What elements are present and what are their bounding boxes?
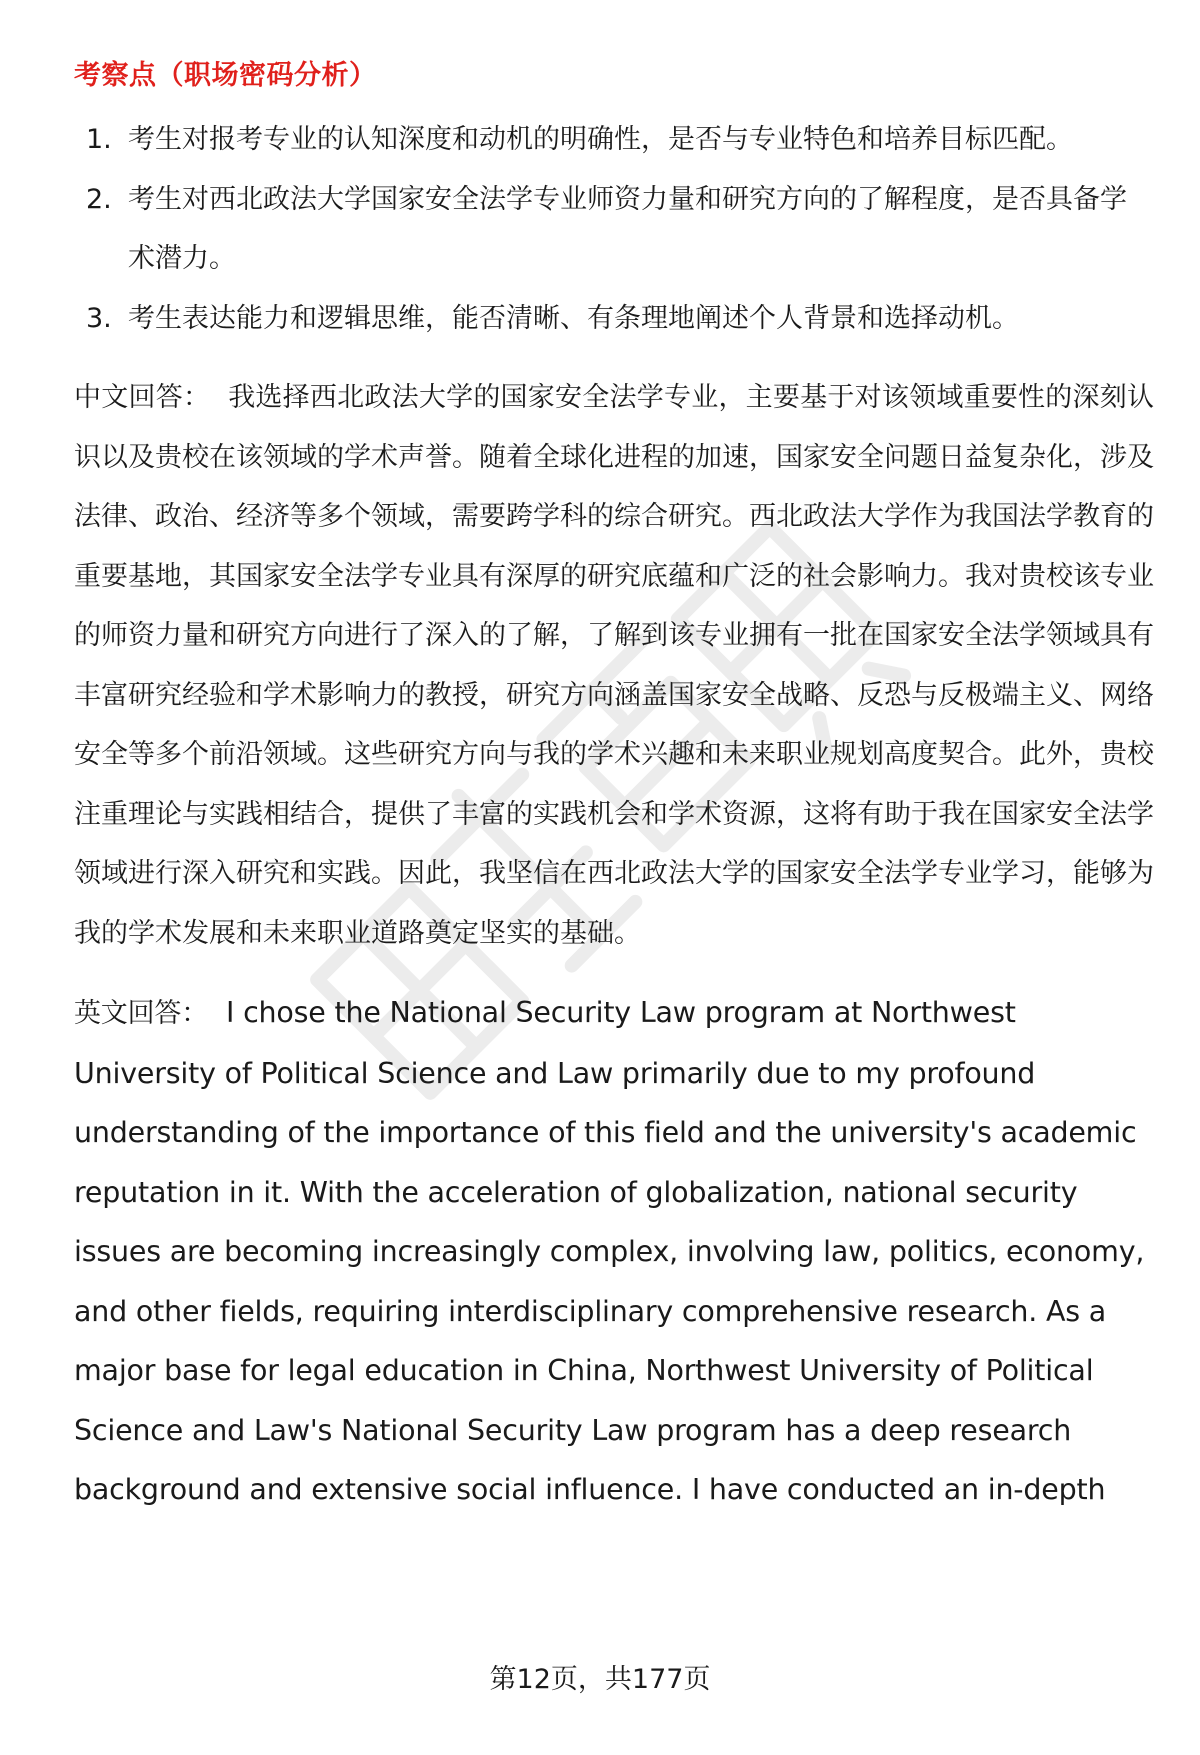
chinese-answer: [74, 368, 1154, 963]
list-item-number: 2.: [86, 183, 112, 215]
list-item: [74, 289, 1154, 349]
list-item: [74, 110, 1154, 170]
list-item: [74, 170, 1154, 289]
document-page: [74, 58, 1154, 1540]
page-number-footer: 第12页，共177页: [489, 1664, 711, 1695]
chinese-answer-label: 中文回答：: [74, 382, 211, 413]
list-item-number: 1.: [86, 124, 112, 155]
english-answer: [74, 983, 1154, 1520]
chinese-answer-text: 我选择西北政法大学的国家安全法学专业，主要基于对该领域重要性的深刻认识以及贵校在该领域的学术声誉。随着全球化进程的加速，国家安全问题日益复杂化，涉及法律、政治、经济等多个领域，需要跨学科的综合研究。西北政法大学作为我国法学教育的重要基地，其国家安全法学专业具有深厚的研究底蕴和广泛的社会影响力。我对贵校该专业的师资力量和研究方向进行了深入的了解，了解到该专业拥有一批在国家安全法学领域具有丰富研究经验和学术影响力的教授，研究方向涵盖国家安全战略、反恐与反极端主义、网络安全等多个前沿领域。这些研究方向与我的学术兴趣和未来职业规划高度契合。此外，贵校注重理论与实践相结合，提供了丰富的实践机会和学术资源，这将有助于我在国家安全法学领域进行深入研究和实践。因此，我坚信在西北政法大学的国家安全法学专业学习，能够为我的学术发展和未来职业道路奠定坚实的基础。: [74, 382, 1155, 949]
section-title: 考察点（职场密码分析）: [74, 60, 377, 91]
list-item-text: 考生对报考专业的认知深度和动机的明确性，是否与专业特色和培养目标匹配。: [128, 124, 1073, 155]
english-answer-text: I chose the National Security Law program at Northwest University of Political Science and Law primarily due to my profound understanding of the importance of this field and the university's academic reputation in it. With the acceleration of globalization, national security issues are becoming increasingly complex, involving law, politics, economy, and other fields, requiring interdisciplinary comprehensive research. As a major base for legal education in China, Northwest University of Political Science and Law's National Security Law program has a deep research background and extensive social influence. I have conducted an in-depth: [74, 996, 1145, 1506]
analysis-points: [74, 110, 1154, 348]
list-item-text: 考生表达能力和逻辑思维，能否清晰、有条理地阐述个人背景和选择动机。: [128, 302, 1019, 334]
list-item-text: 考生对西北政法大学国家安全法学专业师资力量和研究方向的了解程度，是否具备学术潜力。: [128, 183, 1127, 274]
list-item-number: 3.: [86, 302, 112, 334]
english-answer-label: 英文回答：: [74, 998, 208, 1029]
